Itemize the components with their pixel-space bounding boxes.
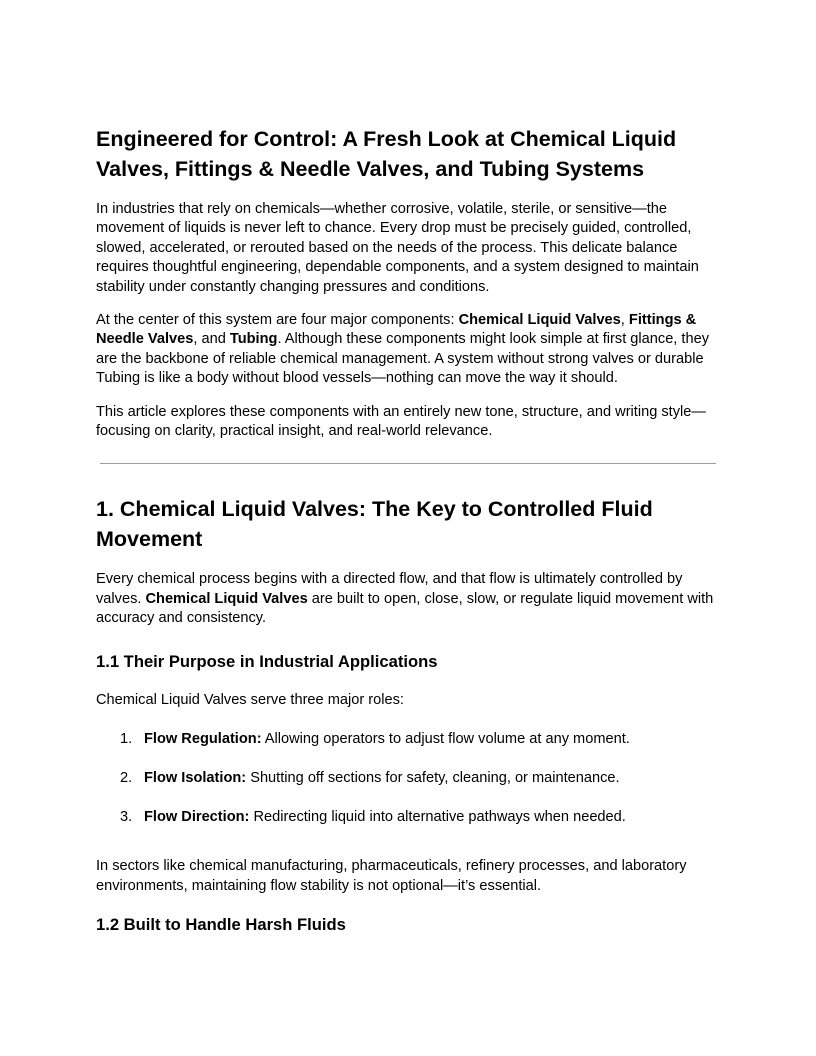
section-1-heading: 1. Chemical Liquid Valves: The Key to Controlled Fluid Movement — [96, 497, 653, 552]
list-item-term: Flow Regulation: — [144, 731, 262, 748]
section-1-text-a: Every chemical process begins with a directed flow, and that flow is ultimately controlled by valves. — [96, 571, 683, 607]
subsection-1-1-lead: Chemical Liquid Valves serve three major roles: — [96, 691, 404, 708]
intro-p2-text-a: At the center of this system are four major components: — [96, 312, 459, 329]
document-page — [96, 124, 720, 954]
list-item-number: 1. — [120, 731, 133, 748]
intro-p2-text-c: , — [620, 312, 629, 329]
document-title: Engineered for Control: A Fresh Look at Chemical Liquid Valves, Fittings & Needle Valves, and Tubing Systems — [96, 127, 677, 181]
list-item-number: 2. — [120, 770, 133, 786]
intro-p2-bold-tubing: Tubing — [229, 331, 278, 348]
intro-p2-bold-fittings: Fittings & Needle Valves — [96, 312, 697, 348]
horizontal-divider — [100, 463, 716, 464]
section-1-bold-valves: Chemical Liquid Valves — [145, 590, 308, 607]
section-1-paragraph — [96, 570, 720, 628]
intro-p2-text-e: . Although these components might look simple at first glance, they are the backbone of reliable chemical management. A system without strong valves or durable Tubing is like a body without blood vessels—nothing can move the way it should. — [96, 331, 710, 387]
intro-paragraph-3: This article explores these components with an entirely new tone, structure, and writing style—focusing on clarity, practical insight, and real-world relevance. — [96, 403, 706, 440]
list-item-text: Shutting off sections for safety, cleaning, or maintenance. — [246, 770, 620, 786]
list-item-text: Redirecting liquid into alternative pathways when needed. — [249, 808, 626, 825]
list-item — [96, 769, 720, 788]
intro-p2-bold-valves: Chemical Liquid Valves — [458, 312, 621, 329]
list-item-text: Allowing operators to adjust flow volume at any moment. — [261, 731, 630, 748]
intro-paragraph-2 — [96, 311, 720, 389]
intro-paragraph-1: In industries that rely on chemicals—whether corrosive, volatile, sterile, or sensitive—the movement of liquids is never left to chance. Every drop must be precisely guided, controlled, slowed, accelerated, or rerouted based on the needs of the process. This delicate balance requires thoughtful engineering, dependable components, and a system designed to maintain stability under constantly changing pressures and conditions. — [96, 201, 699, 295]
list-item — [96, 808, 720, 827]
subsection-1-2-heading: 1.2 Built to Handle Harsh Fluids — [96, 915, 346, 935]
list-item-number: 3. — [120, 808, 133, 825]
roles-list — [96, 730, 720, 827]
list-item-term: Flow Direction: — [144, 808, 250, 825]
list-item-term: Flow Isolation: — [144, 770, 247, 786]
list-item — [96, 730, 720, 749]
section-1-text-c: are built to open, close, slow, or regulate liquid movement with accuracy and consistency. — [96, 590, 714, 627]
subsection-1-1-closing: In sectors like chemical manufacturing, pharmaceuticals, refinery processes, and laboratory environments, maintaining flow stability is not optional—it’s essential. — [96, 858, 687, 894]
subsection-1-1-heading: 1.1 Their Purpose in Industrial Applications — [96, 651, 438, 671]
intro-p2-text-d: , and — [193, 331, 230, 348]
